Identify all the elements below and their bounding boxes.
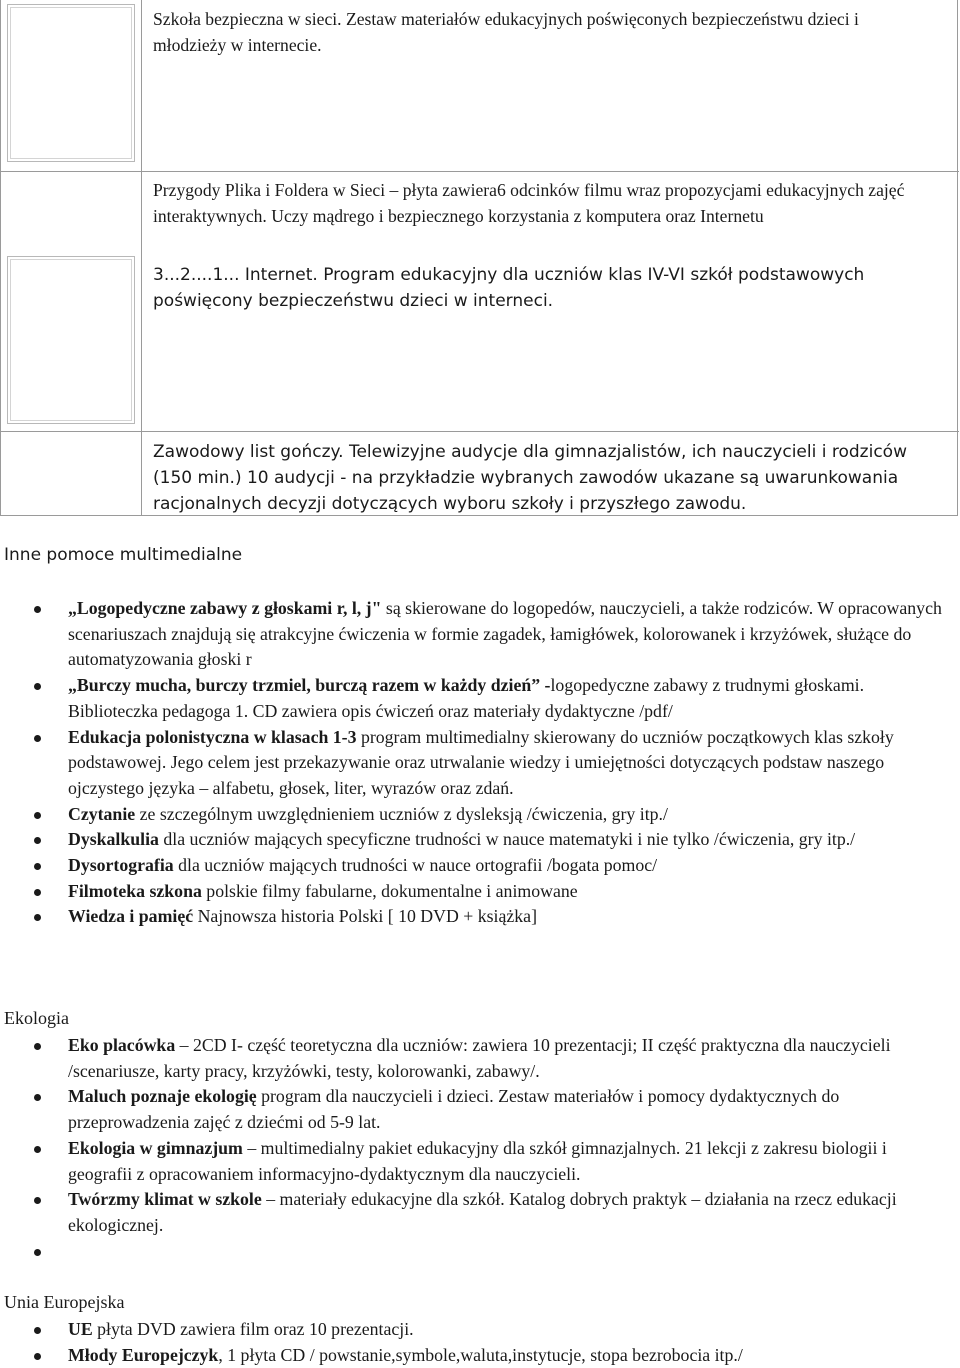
list-item: Eko placówka – 2CD I- część teoretyczna dla uczniów: zawiera 10 prezentacji; II część praktyczna dla nauczycieli /scenariusze, karty pracy, krzyżówki, testy, kolorowanki, zabawy/.	[0, 1033, 960, 1084]
table-cell-text: Przygody Plika i Foldera w Sieci – płyta zawiera6 odcinków filmu wraz propozycjami edukacyjnych zajęć interaktywnych. Uczy mądrego i bezpiecznego korzystania z komputera oraz Internetu	[153, 180, 905, 226]
list-item: Maluch poznaje ekologię program dla nauczycieli i dzieci. Zestaw materiałów i pomocy dydaktycznych do przeprowadzenia zajęć z dziećmi od 5-9 lat.	[0, 1084, 960, 1135]
table-row	[1, 172, 959, 432]
materials-table	[0, 0, 958, 516]
section-heading-multimedia: Inne pomoce multimedialne	[4, 545, 243, 565]
table-cell-text: Szkoła bezpieczna w sieci. Zestaw materiałów edukacyjnych poświęconych bezpieczeństwu dzieci i młodzieży w internecie.	[153, 9, 859, 55]
bullet-icon	[34, 1327, 41, 1334]
bullet-icon	[34, 812, 41, 819]
bullet-icon	[34, 1249, 41, 1256]
table-cell-text: Zawodowy list gończy. Telewizyjne audycje dla gimnazjalistów, ich nauczycieli i rodziców (150 min.) 10 audycji - na przykładzie wybranych zawodów ukazane są uwarunkowania racjonalnych decyzji dotyczących wyboru szkoły i przyszłego zawodu.	[153, 442, 907, 514]
list-item: Młody Europejczyk, 1 płyta CD / powstanie,symbole,waluta,instytucje, stopa bezrobocia itp./	[0, 1343, 960, 1368]
bullet-icon	[34, 914, 41, 921]
section-heading-eu: Unia Europejska	[4, 1292, 125, 1312]
table-cell-text: 3...2....1... Internet. Program edukacyjny dla uczniów klas IV-VI szkół podstawowych poświęcony bezpieczeństwu dzieci w interneci.	[153, 265, 865, 311]
thumbnail-image	[7, 256, 135, 424]
list-item: UE płyta DVD zawiera film oraz 10 prezentacji.	[0, 1317, 960, 1343]
column-divider	[141, 0, 142, 171]
ecology-list	[0, 1033, 960, 1264]
list-item: Dysortografia dla uczniów mających trudności w nauce ortografii /bogata pomoc/	[0, 853, 960, 879]
list-item: Filmoteka szkona polskie filmy fabularne, dokumentalne i animowane	[0, 879, 960, 905]
bullet-icon	[34, 1146, 41, 1153]
list-item: Czytanie ze szczególnym uwzględnieniem uczniów z dysleksją /ćwiczenia, gry itp./	[0, 802, 960, 828]
column-divider	[141, 432, 142, 516]
list-item: Twórzmy klimat w szkole – materiały edukacyjne dla szkół. Katalog dobrych praktyk – działania na rzecz edukacji ekologicznej.	[0, 1187, 960, 1238]
section-heading-ecology: Ekologia	[4, 1008, 69, 1028]
bullet-icon	[34, 606, 41, 613]
table-row	[1, 0, 959, 172]
eu-list	[0, 1317, 960, 1368]
bullet-icon	[34, 683, 41, 690]
bullet-icon	[34, 1094, 41, 1101]
bullet-icon	[34, 1353, 41, 1360]
bullet-icon	[34, 1197, 41, 1204]
list-item: „Logopedyczne zabawy z głoskami r, l, j" są skierowane do logopedów, nauczycieli, a także rodziców. W opracowanych scenariuszach znajdują się atrakcyjne ćwiczenia w formie zagadek, łamigłówek, kolorowanek i krzyżówek, służące do automatyzowania głoski r	[0, 596, 960, 673]
bullet-icon	[34, 837, 41, 844]
multimedia-list	[0, 596, 960, 930]
bullet-icon	[34, 1043, 41, 1050]
list-item	[0, 1239, 960, 1265]
list-item: Ekologia w gimnazjum – multimedialny pakiet edukacyjny dla szkół gimnazjalnych. 21 lekcji z zakresu biologii i geografii z opracowaniem informacyjno-dydaktycznym dla nauczycieli.	[0, 1136, 960, 1187]
bullet-icon	[34, 889, 41, 896]
column-divider	[141, 172, 142, 431]
list-item: Dyskalkulia dla uczniów mających specyficzne trudności w nauce matematyki i nie tylko /ćwiczenia, gry itp./	[0, 827, 960, 853]
list-item: Wiedza i pamięć Najnowsza historia Polski [ 10 DVD + książka]	[0, 904, 960, 930]
bullet-icon	[34, 863, 41, 870]
thumbnail-image	[7, 4, 135, 162]
list-item: Edukacja polonistyczna w klasach 1-3 program multimedialny skierowany do uczniów początkowych klas szkoły podstawowej. Jego celem jest przekazywanie oraz utrwalanie wiedzy i umiejętności dotyczących podstaw naszego ojczystego języka – alfabetu, głosek, liter, wyrazów oraz zdań.	[0, 725, 960, 802]
bullet-icon	[34, 735, 41, 742]
table-row	[1, 432, 959, 516]
list-item: „Burczy mucha, burczy trzmiel, burczą razem w każdy dzień” -logopedyczne zabawy z trudnymi głoskami. Biblioteczka pedagoga 1. CD zawiera opis ćwiczeń oraz materiały dydaktyczne /pdf/	[0, 673, 960, 724]
